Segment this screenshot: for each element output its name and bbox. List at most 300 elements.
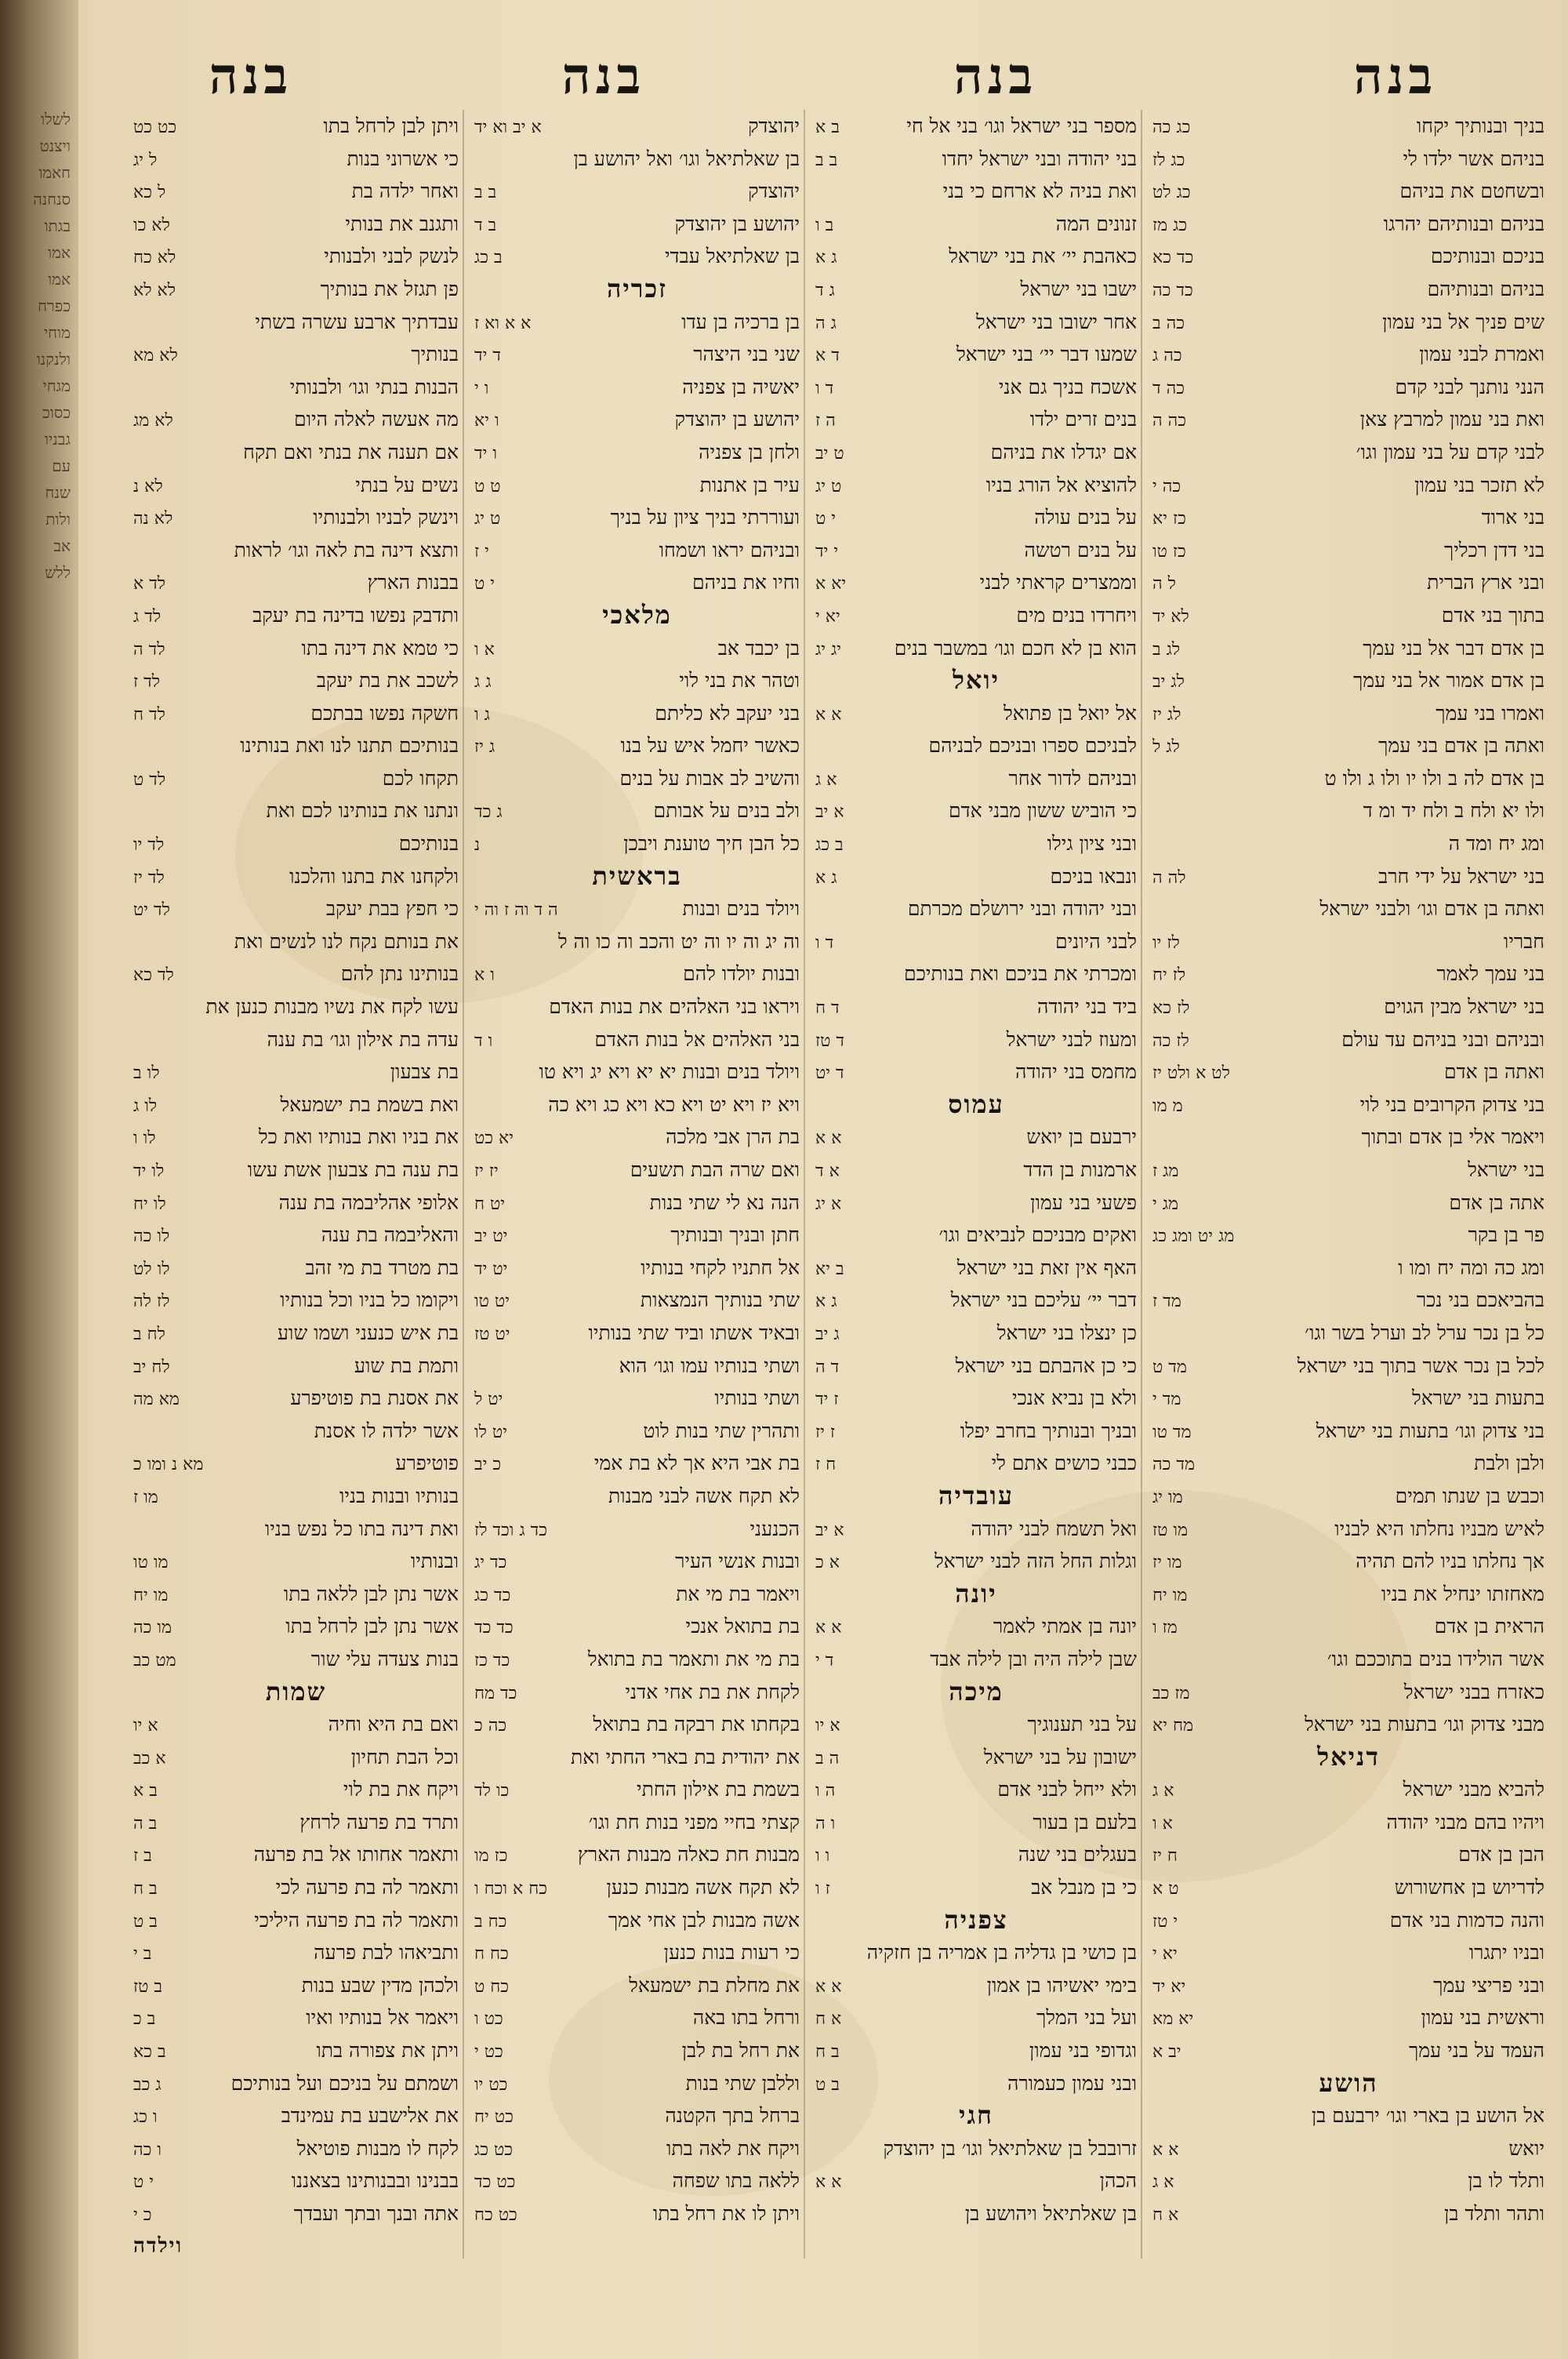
entry-text: בן שאלתיאל וגו׳ ואל יהושע בן	[573, 147, 800, 170]
entry-text: ומעוז לבני ישראל	[1006, 1027, 1137, 1051]
concordance-entry	[133, 403, 459, 436]
entry-text: ואת בשמת בת ישמעאל	[280, 1092, 459, 1116]
book-heading: עובדיה	[938, 1480, 1014, 1510]
entry-text: בנותיכם	[398, 832, 459, 856]
concordance-entry	[474, 1806, 800, 1839]
entry-reference: כ יב	[474, 1455, 502, 1475]
concordance-entry	[133, 1643, 459, 1676]
entry-reference: ד י	[815, 1650, 834, 1670]
concordance-entry	[815, 762, 1137, 795]
entry-reference: ב א	[815, 118, 840, 137]
entry-text: כבני כושים אתם לי	[991, 1452, 1137, 1475]
entry-reference: כז טו	[1152, 541, 1186, 562]
concordance-entry	[133, 860, 459, 893]
entry-text: ובשחטם את בניהם	[1399, 180, 1544, 203]
entry-text: בת צבעון	[390, 1060, 459, 1084]
entry-reference: ג יב	[815, 1324, 840, 1344]
entry-reference: כד כג	[474, 1585, 511, 1605]
concordance-entry	[133, 990, 459, 1023]
entry-text: וכבש בן שנתו תמים	[1395, 1484, 1544, 1507]
entry-text: ויאמר בת מי את	[676, 1582, 800, 1605]
entry-reference: מג י	[1152, 1194, 1179, 1214]
entry-reference: ב כא	[133, 2042, 166, 2063]
entry-reference: מד ט	[1152, 1357, 1187, 1377]
entry-reference: ג א	[815, 867, 837, 888]
entry-text: וחיו את בניהם	[692, 571, 800, 594]
entry-reference: יט לו	[474, 1422, 507, 1442]
concordance-entry	[815, 273, 1137, 306]
entry-reference: ב ד	[474, 215, 497, 235]
entry-text: ואתה בן אדם בני עמך	[1378, 734, 1544, 758]
entry-text: ותלד לו בן	[1468, 2169, 1544, 2193]
concordance-entry	[133, 208, 459, 241]
entry-reference: יט יב	[474, 1227, 508, 1247]
concordance-entry	[1152, 1480, 1544, 1513]
entry-reference: כט ו	[474, 2009, 503, 2030]
entry-text: ויתן לו את רחל בתו	[652, 2202, 800, 2225]
concordance-entry	[474, 762, 800, 795]
entry-text: פן תגזל את בנותיך	[320, 277, 459, 300]
entry-text: אל חתניו לקחי בנותיו	[641, 1256, 800, 1279]
entry-reference: ז יז	[815, 1422, 836, 1442]
entry-reference: י ט	[815, 509, 837, 529]
entry-reference: ד ה	[815, 1357, 840, 1377]
entry-reference: ו כה	[133, 2139, 162, 2160]
entry-text: בשמת בת אילון החתי	[637, 1778, 800, 1801]
entry-reference: ל יג	[133, 150, 158, 170]
book-heading: שמות	[265, 1676, 327, 1707]
concordance-entry	[815, 338, 1137, 371]
entry-text: כאשר יחמל איש על בנו	[620, 734, 800, 758]
concordance-entry	[133, 240, 459, 273]
entry-reference: ט ט	[474, 476, 501, 496]
concordance-entry	[133, 632, 459, 665]
entry-reference: לד ג	[133, 606, 162, 627]
concordance-entry	[1152, 2001, 1544, 2034]
entry-reference: כט כד	[474, 2172, 516, 2193]
entry-text: ביד בני יהודה	[1037, 995, 1137, 1019]
entry-text: ואת בני עמון למרבץ צאן	[1359, 408, 1544, 431]
entry-text: שתי בנותיך הנמצאות	[640, 1289, 800, 1312]
concordance-entry	[815, 599, 1137, 632]
entry-reference: ג ד	[815, 280, 835, 300]
entry-text: בני יעקב לא כליתם	[655, 701, 800, 725]
entry-text: לקח לו מבנות פוטיאל	[296, 2136, 459, 2160]
concordance-entry	[815, 469, 1137, 502]
entry-text: ובני פריצי עמך	[1433, 1973, 1544, 1997]
entry-text: ולב בנים על אבותם	[653, 799, 800, 823]
entry-text: אשר ילדה לו אסנת	[314, 1419, 459, 1442]
entry-text: את מחלת בת ישמעאל	[629, 1973, 800, 1997]
entry-text: כל בן נכר ערל לב וערל בשר וגו׳	[1305, 1321, 1544, 1344]
entry-text: בת ענה בת צבעון אשת עשו	[247, 1158, 459, 1181]
entry-reference: לד ט	[133, 769, 166, 790]
entry-text: בקחתו את רבקה בת בתואל	[593, 1713, 800, 1736]
concordance-entry	[1152, 1154, 1544, 1187]
concordance-entry	[474, 240, 800, 273]
entry-text: בן כושי בן גדליה בן אמריה בן חזקיה	[866, 1941, 1137, 1965]
concordance-entry	[815, 2067, 1137, 2100]
entry-text: בן יכבד אב	[717, 636, 800, 660]
concordance-entry	[133, 1089, 459, 1121]
concordance-entry	[133, 1284, 459, 1317]
concordance-entry	[133, 1969, 459, 2002]
concordance-entry	[815, 534, 1137, 567]
concordance-entry	[133, 892, 459, 925]
concordance-entry	[474, 143, 800, 176]
concordance-entry	[133, 697, 459, 730]
entry-text: כאזרח בבני ישראל	[1403, 1680, 1544, 1703]
concordance-entry	[1152, 1121, 1544, 1154]
entry-reference: לח יב	[133, 1357, 170, 1377]
entry-reference: ה ב	[815, 1748, 840, 1768]
concordance-entry	[474, 664, 800, 697]
entry-text: ברחל בתך הקטנה	[665, 2104, 800, 2128]
concordance-entry	[133, 599, 459, 632]
entry-text: ואת דינה בתו כל נפש בניו	[264, 1517, 459, 1540]
entry-reference: יא כט	[474, 1129, 514, 1149]
entry-text: ובניהם יראו ושמחו	[659, 538, 800, 562]
concordance-entry	[1152, 2165, 1544, 2197]
entry-reference: א א	[815, 1618, 842, 1638]
concordance-entry	[1152, 1089, 1544, 1121]
entry-reference: לא לא	[133, 280, 176, 300]
entry-reference: א ג	[1152, 1781, 1174, 1801]
entry-reference: כה י	[1152, 476, 1181, 496]
entry-text: יהוצדק	[748, 180, 800, 203]
entry-reference: ב ח	[815, 2042, 840, 2063]
entry-text: ובניהם ובני בניהם עד עולם	[1341, 1027, 1544, 1051]
concordance-entry	[474, 371, 800, 404]
concordance-entry	[1152, 729, 1544, 762]
concordance-entry	[133, 1154, 459, 1187]
concordance-entry	[133, 1578, 459, 1611]
entry-reference: כד מח	[474, 1683, 517, 1703]
concordance-entry	[815, 827, 1137, 860]
concordance-entry	[1152, 599, 1544, 632]
entry-text: ללאה בתו שפחה	[672, 2169, 800, 2193]
entry-text: אשר נתן לבן ללאה בתו	[283, 1582, 459, 1605]
previous-page-margin	[0, 0, 78, 2359]
entry-text: בנים זרים ילדו	[1029, 408, 1137, 431]
entry-reference: ב ח	[133, 1879, 158, 1899]
concordance-entry	[133, 338, 459, 371]
book-heading: מיכה	[949, 1676, 1004, 1707]
entry-reference: ב טז	[133, 1976, 163, 1997]
concordance-entry	[133, 2165, 459, 2197]
concordance-entry	[474, 2001, 800, 2034]
entry-reference: א א	[815, 1129, 842, 1149]
entry-text: בן אדם אמור אל בני עמך	[1353, 669, 1544, 692]
entry-text: וללבן שתי בנות	[685, 2071, 800, 2095]
book-heading: דניאל	[1317, 1741, 1380, 1772]
entry-text: ובנות אנשי העיר	[675, 1550, 800, 1573]
entry-reference: א יג	[815, 1194, 842, 1214]
entry-text: לבני היונים	[1055, 929, 1137, 953]
entry-text: ולכהן מדין שבע בנות	[301, 1973, 459, 1997]
concordance-entry	[815, 1643, 1137, 1676]
entry-reference: כח ט	[474, 1976, 510, 1997]
entry-text: בת בתואל אנכי	[685, 1615, 800, 1638]
entry-reference: לז יו	[1152, 932, 1180, 953]
entry-text: אם יגדלו את בניהם	[990, 440, 1137, 463]
concordance-entry	[133, 1513, 459, 1546]
entry-text: בעגלים בני שנה	[1018, 1843, 1137, 1866]
entry-text: וגלות החל הזה לבני ישראל	[934, 1550, 1137, 1573]
entry-text: ונבאו בניכם	[1050, 864, 1137, 888]
concordance-entry	[815, 1219, 1137, 1252]
concordance-entry	[1152, 697, 1544, 730]
concordance-entry	[474, 1056, 800, 1089]
concordance-entry	[1152, 860, 1544, 893]
concordance-entry	[815, 1154, 1137, 1187]
catchword: וילדה	[133, 2234, 183, 2258]
concordance-entry	[133, 1838, 459, 1871]
entry-reference: יא מא	[1152, 2009, 1194, 2030]
entry-text: מחמס בני יהודה	[1014, 1060, 1137, 1084]
entry-reference: כט יו	[474, 2074, 508, 2095]
entry-reference: א א	[815, 1976, 842, 1997]
entry-reference: א יו	[133, 1716, 158, 1736]
concordance-entry	[1152, 371, 1544, 404]
entry-reference: לו ב	[133, 1063, 160, 1084]
entry-reference: א ו	[474, 639, 495, 660]
entry-text: בהביאכם בני נכר	[1416, 1289, 1544, 1312]
concordance-entry	[133, 1936, 459, 1969]
concordance-entry	[474, 403, 800, 436]
entry-text: ותצא דינה בת לאה וגו׳ לראות	[234, 538, 459, 562]
concordance-entry	[815, 2001, 1137, 2034]
book-heading: בראשית	[592, 860, 682, 891]
concordance-entry	[1152, 1643, 1544, 1676]
entry-text: בן שאלתיאל ויהושע בן	[964, 2202, 1137, 2225]
concordance-entry	[474, 1904, 800, 1937]
concordance-entry	[1152, 208, 1544, 241]
entry-reference: א א	[815, 704, 842, 725]
entry-text: תקחו לכם	[382, 766, 459, 790]
concordance-entry	[1152, 1447, 1544, 1480]
entry-text: ויקח את לאה בתו	[666, 2136, 800, 2160]
entry-reference: יב א	[1152, 2042, 1181, 2063]
entry-reference: ד ח	[815, 998, 840, 1019]
entry-text: הכהן	[1099, 2169, 1137, 2193]
entry-reference: ו י	[474, 378, 489, 398]
entry-text: יהוצדק	[748, 114, 800, 137]
entry-text: שני בני היצהר	[693, 343, 800, 366]
concordance-entry	[1152, 1382, 1544, 1415]
entry-text: ונתנו את בנותינו לכם ואת	[266, 799, 459, 823]
entry-text: וינשק לבניו ולבנותיו	[313, 506, 459, 529]
concordance-entry	[1152, 2132, 1544, 2165]
concordance-entry	[474, 632, 800, 665]
entry-text: ולו יא ולח ב ולח יד ומ ד	[1363, 799, 1544, 823]
concordance-entry	[133, 1317, 459, 1350]
previous-page-fragment: אמו	[48, 270, 71, 287]
concordance-entry	[1152, 566, 1544, 599]
concordance-column-3	[474, 110, 800, 2274]
concordance-entry	[1152, 2197, 1544, 2230]
concordance-entry	[133, 1447, 459, 1480]
concordance-entry	[474, 1187, 800, 1219]
entry-reference: לד ה	[133, 639, 165, 660]
concordance-entry	[474, 1610, 800, 1643]
entry-text: מה אעשה לאלה היום	[294, 408, 459, 431]
entry-text: בנות צעדה עלי שור	[310, 1647, 459, 1670]
entry-reference: כח ח	[474, 1944, 509, 1965]
entry-reference: כה ה	[1152, 411, 1187, 431]
concordance-entry	[1152, 1806, 1544, 1839]
concordance-column-1	[1152, 110, 1544, 2274]
entry-text: ארמנות בן הדד	[1023, 1158, 1137, 1181]
book-heading: יונה	[955, 1578, 997, 1608]
entry-text: ויאמר אל בנותיו ואיו	[306, 2006, 459, 2030]
entry-text: ושמתם על בניכם ועל בנותיכם	[230, 2071, 459, 2095]
entry-reference: א א	[1152, 2139, 1179, 2160]
concordance-entry	[133, 2197, 459, 2230]
entry-reference: יט ל	[474, 1390, 503, 1410]
previous-page-fragment: כסוכ	[42, 403, 71, 420]
entry-reference: מו טו	[133, 1553, 169, 1573]
entry-text: כי כן אהבתם בני ישראל	[955, 1354, 1137, 1377]
previous-page-fragment: בגתו	[44, 216, 71, 234]
entry-text: בני עמך לאמר	[1436, 962, 1544, 986]
entry-reference: כג לט	[1152, 183, 1191, 203]
entry-text: ושתי בנותיו עמו וגו׳ הוא	[619, 1354, 800, 1377]
concordance-entry	[474, 1676, 800, 1709]
entry-reference: כז מו	[474, 1846, 508, 1866]
entry-reference: ב ט	[133, 1911, 158, 1932]
entry-text: ולבן ולבת	[1474, 1452, 1544, 1475]
book-heading: צפניה	[944, 1904, 1008, 1935]
concordance-entry	[474, 827, 800, 860]
concordance-entry	[474, 306, 800, 339]
entry-text: בתוך בני אדם	[1441, 603, 1544, 627]
entry-reference: ט יג	[815, 476, 842, 496]
entry-reference: מד כה	[1152, 1455, 1196, 1475]
concordance-entry	[474, 990, 800, 1023]
concordance-entry	[133, 2034, 459, 2067]
entry-text: ותאמר לה בת פרעה היליכי	[254, 1908, 459, 1932]
concordance-entry	[815, 892, 1137, 925]
concordance-entry	[815, 2034, 1137, 2067]
entry-text: בן אדם לה ב ולו יו ולו ג ולו ט	[1324, 766, 1544, 790]
entry-reference: יא י	[815, 606, 840, 627]
concordance-entry	[133, 827, 459, 860]
entry-reference: ב י	[133, 1944, 152, 1965]
entry-reference: כג מז	[1152, 215, 1188, 235]
entry-reference: ד ו	[815, 932, 834, 953]
concordance-entry	[1152, 1904, 1544, 1937]
entry-reference: מו ז	[133, 1487, 158, 1507]
entry-text: בני ישראל	[1468, 1158, 1544, 1181]
entry-text: הוא בן לא חכם וגו׳ במשבר בנים	[894, 636, 1137, 660]
concordance-entry	[133, 1545, 459, 1578]
entry-text: ומכרתי את בניכם ואת בנותיכם	[904, 962, 1137, 986]
entry-text: וראשית בני עמון	[1421, 2006, 1544, 2030]
entry-reference: מא נ ומו כ	[133, 1455, 204, 1475]
concordance-entry	[474, 1513, 800, 1546]
entry-text: כל הבן חיך טוענת ויבכן	[623, 832, 800, 856]
entry-text: וה יג וה יו וה יט והכב וה כו וה ל	[557, 929, 800, 953]
entry-reference: ח יז	[1152, 1846, 1178, 1866]
concordance-entry	[815, 371, 1137, 404]
concordance-entry	[474, 2132, 800, 2165]
entry-reference: א כב	[133, 1748, 166, 1768]
entry-text: ועל בני המלך	[1036, 2006, 1137, 2030]
concordance-entry	[815, 794, 1137, 827]
concordance-entry	[133, 1415, 459, 1448]
concordance-entry	[133, 1056, 459, 1089]
entry-text: בבנינו ובבנותינו בצאננו	[291, 2169, 459, 2193]
entry-reference: לא נ	[133, 476, 163, 496]
concordance-entry	[133, 925, 459, 958]
entry-text: בני צדוק הקרובים בני לוי	[1359, 1092, 1544, 1116]
entry-reference: ב ה	[133, 1813, 158, 1834]
entry-text: אשה מבנות לבן אחי אמך	[608, 1908, 800, 1932]
concordance-entry	[1152, 1415, 1544, 1448]
column-title-1: בנה	[1353, 47, 1438, 106]
entry-text: וכל הבת תחיון	[350, 1745, 459, 1768]
concordance-entry	[474, 2165, 800, 2197]
entry-reference: ה ז	[815, 411, 836, 431]
entry-reference: מו יח	[133, 1585, 169, 1605]
concordance-entry	[474, 1317, 800, 1350]
concordance-entry	[815, 1513, 1137, 1546]
entry-reference: לא כח	[133, 248, 176, 268]
entry-reference: ד יד	[474, 346, 501, 366]
entry-text: ובני עמון כעמורה	[1007, 2071, 1137, 2095]
entry-reference: מו כה	[133, 1618, 172, 1638]
concordance-entry	[133, 175, 459, 208]
concordance-entry	[815, 1317, 1137, 1350]
entry-text: לבניכם ספרו ובניכם לבניהם	[928, 734, 1137, 758]
entry-reference: א יב	[815, 1520, 844, 1540]
entry-reference: כד כה	[1152, 280, 1193, 300]
concordance-entry	[815, 306, 1137, 339]
concordance-entry	[1152, 958, 1544, 990]
concordance-entry	[133, 306, 459, 339]
entry-text: וטהר את בני לוי	[679, 669, 800, 692]
entry-reference: לג יב	[1152, 672, 1185, 692]
concordance-entry	[1152, 1610, 1544, 1643]
entry-text: ויתן את צפורה בתו	[316, 2039, 459, 2063]
concordance-entry	[815, 1447, 1137, 1480]
entry-text: זרובבל בן שאלתיאל וגו׳ בן יהוצדק	[883, 2136, 1137, 2160]
entry-text: הבן בן אדם	[1458, 1843, 1544, 1866]
entry-reference: ו יא	[474, 411, 499, 431]
entry-text: וגדופי בני עמון	[1029, 2039, 1137, 2063]
concordance-entry	[1152, 827, 1544, 860]
entry-text: ואתה בן אדם וגו׳ ולבני ישראל	[1319, 897, 1544, 921]
entry-text: כאהבת יי׳ את בני ישראל	[949, 245, 1137, 268]
entry-text: ולקחנו את בתנו והלכנו	[289, 864, 459, 888]
entry-reference: ג א	[815, 1292, 837, 1312]
entry-text: ובני ארץ הברית	[1427, 571, 1544, 594]
entry-text: בני ישראל מבין הגוים	[1384, 995, 1544, 1019]
concordance-entry	[133, 1480, 459, 1513]
column-title-4: בנה	[209, 47, 293, 106]
concordance-entry	[815, 1936, 1137, 1969]
previous-page-fragment: מוחי	[43, 323, 71, 340]
concordance-entry	[474, 697, 800, 730]
concordance-entry	[1152, 1317, 1544, 1350]
concordance-entry	[474, 469, 800, 502]
concordance-entry	[133, 762, 459, 795]
concordance-entry	[1152, 1252, 1544, 1285]
entry-text: ויראו בני האלהים את בנות האדם	[549, 995, 800, 1019]
concordance-entry	[133, 1187, 459, 1219]
concordance-entry	[815, 1838, 1137, 1871]
